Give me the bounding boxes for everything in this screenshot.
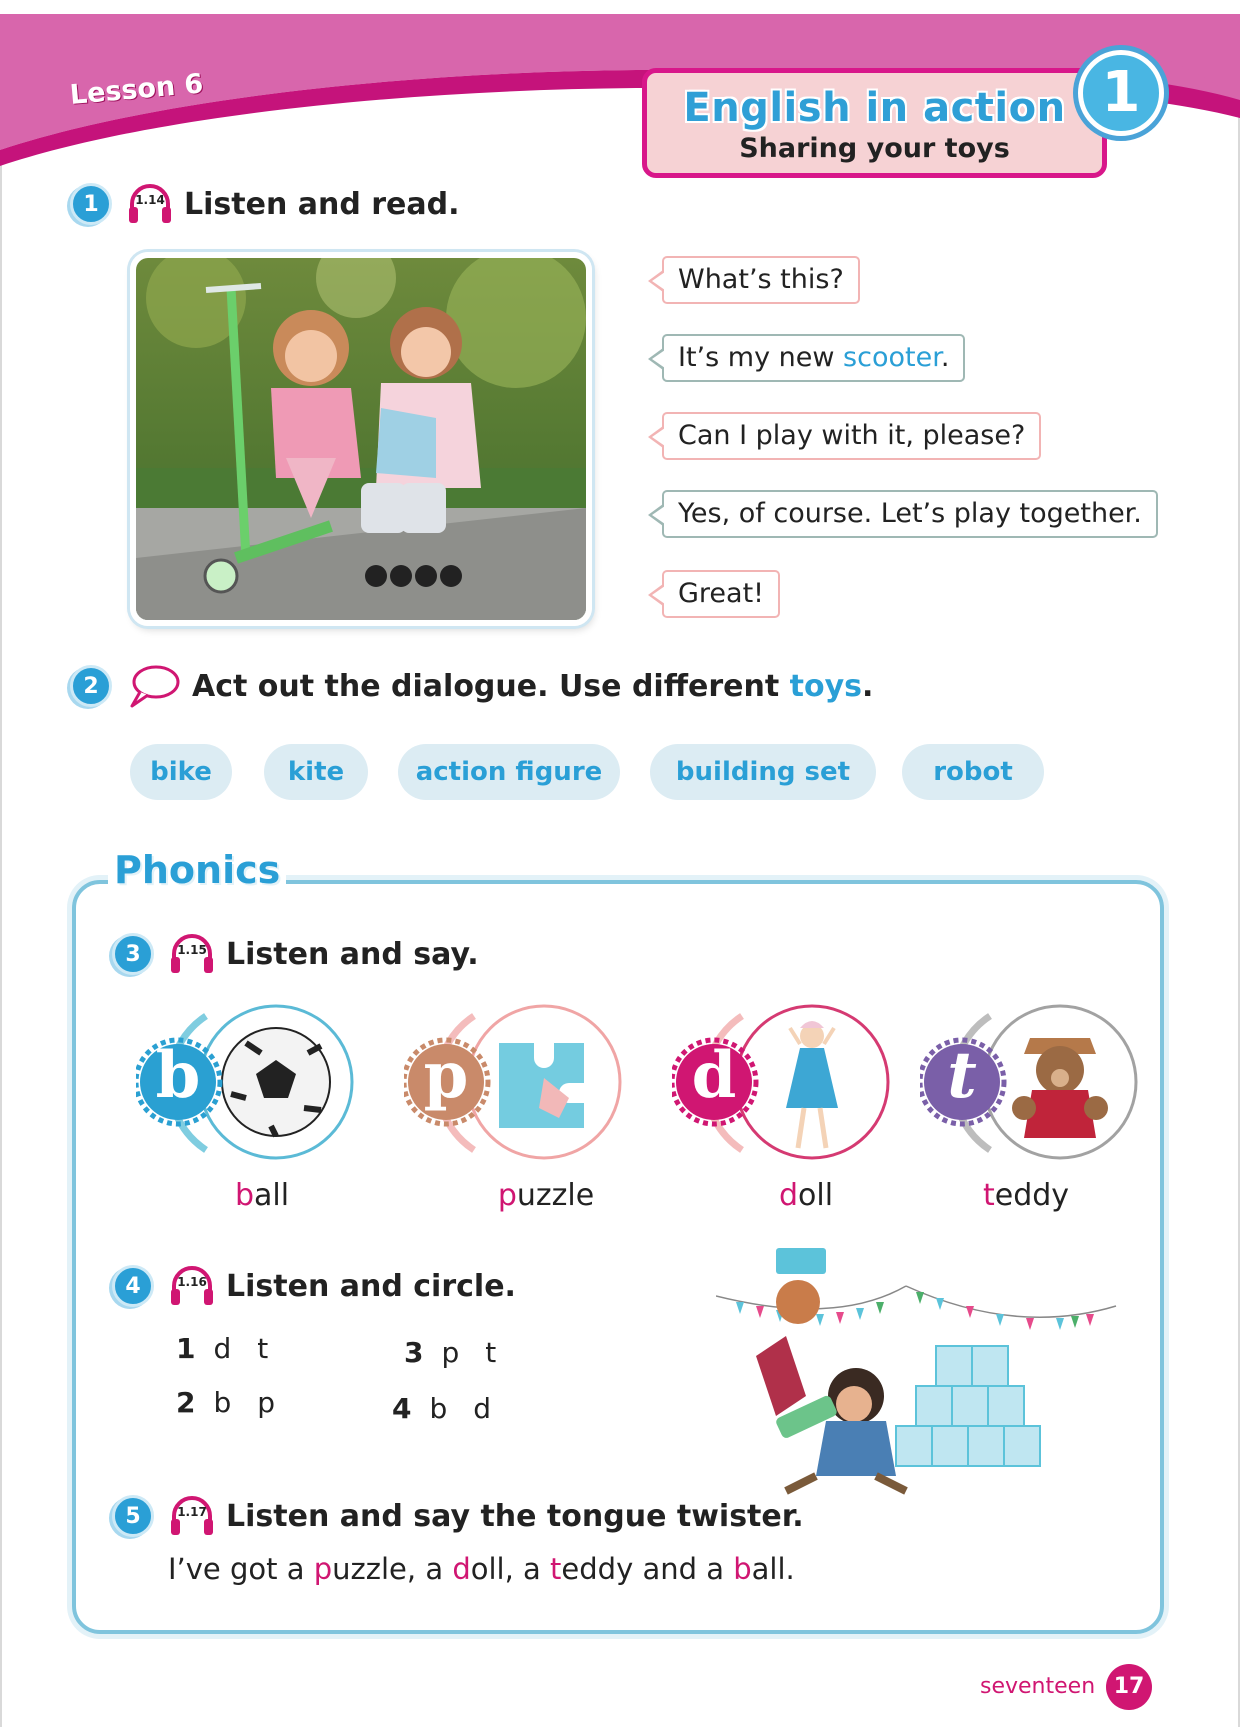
dialogue-line-3: Can I play with it, please? — [662, 412, 1041, 460]
exercise-number: 1 — [70, 183, 112, 225]
twister-text: oll, a — [470, 1552, 551, 1586]
initial-letter: p — [497, 1178, 517, 1213]
item-number: 1 — [176, 1332, 196, 1365]
audio-track-code: 1.15 — [177, 943, 207, 957]
exercise-2-heading — [70, 662, 873, 710]
phonics-item-puzzle — [404, 998, 644, 1168]
option-letter[interactable]: p — [257, 1386, 276, 1419]
highlight-letter: t — [550, 1552, 562, 1586]
initial-letter: b — [234, 1178, 254, 1213]
option-letter[interactable]: b — [213, 1386, 232, 1419]
exercise-4-heading — [112, 1262, 516, 1310]
word-chip-action-figure: action figure — [398, 744, 620, 800]
word-chip-robot: robot — [902, 744, 1044, 800]
phonics-letter: t — [947, 1038, 977, 1113]
exercise-number: 4 — [112, 1265, 154, 1307]
phonics-title: Phonics — [108, 848, 286, 892]
circle-item-1 — [176, 1332, 268, 1365]
audio-track-code: 1.16 — [177, 1275, 207, 1289]
vocabulary-word: scooter — [843, 342, 941, 373]
speech-bubble-icon — [126, 662, 182, 710]
twister-text: all. — [751, 1552, 795, 1586]
unit-title: English in action — [683, 85, 1066, 131]
word-rest: all — [253, 1178, 290, 1213]
tongue-twister — [168, 1552, 795, 1586]
option-letter[interactable]: t — [257, 1332, 269, 1365]
phonics-letter: d — [691, 1038, 737, 1113]
phonics-word-teddy — [926, 1178, 1126, 1213]
highlight-letter: p — [313, 1552, 333, 1586]
photo-girls-with-scooter — [130, 252, 592, 626]
unit-number-badge: 1 — [1078, 50, 1164, 136]
exercise-3-heading — [112, 930, 479, 978]
option-letter[interactable]: b — [429, 1392, 448, 1425]
option-letter[interactable]: d — [473, 1392, 492, 1425]
exercise-instruction: Listen and circle. — [226, 1268, 516, 1304]
twister-text: uzzle, a — [332, 1552, 453, 1586]
headphones-icon[interactable] — [168, 1262, 216, 1310]
exercise-instruction: Listen and say the tongue twister. — [226, 1498, 804, 1534]
dialogue-text: . — [940, 342, 950, 373]
twister-text: I’ve got a — [168, 1552, 314, 1586]
phonics-item-ball — [136, 998, 376, 1168]
exercise-number: 5 — [112, 1495, 154, 1537]
circle-item-3 — [404, 1336, 496, 1369]
unit-subtitle: Sharing your toys — [739, 133, 1010, 164]
exercise-instruction — [192, 669, 873, 704]
word-rest: oll — [798, 1178, 834, 1213]
headphones-icon[interactable] — [126, 180, 174, 228]
girl-with-toys-illustration — [716, 1246, 1126, 1496]
instruction-text: . — [862, 668, 874, 704]
highlight-letter: d — [452, 1552, 471, 1586]
option-letter[interactable]: t — [485, 1336, 497, 1369]
initial-letter: d — [778, 1178, 798, 1213]
phonics-letter: b — [155, 1038, 201, 1113]
phonics-item-teddy — [920, 998, 1160, 1168]
option-letter[interactable]: d — [213, 1332, 232, 1365]
dialogue-line-1: What’s this? — [662, 256, 860, 304]
exercise-number: 2 — [70, 665, 112, 707]
word-chip-kite: kite — [264, 744, 368, 800]
dialogue-line-4: Yes, of course. Let’s play together. — [662, 490, 1158, 538]
word-rest: eddy — [994, 1178, 1070, 1213]
phonics-word-doll — [706, 1178, 906, 1213]
initial-letter: t — [982, 1178, 995, 1213]
item-number: 4 — [392, 1392, 412, 1425]
highlight-letter: b — [733, 1552, 752, 1586]
page-number-word: seventeen — [980, 1674, 1096, 1699]
word-chip-building-set: building set — [650, 744, 876, 800]
circle-item-4 — [392, 1392, 491, 1425]
dialogue-line-5: Great! — [662, 570, 780, 618]
audio-track-code: 1.14 — [135, 193, 165, 207]
lesson-label: Lesson 6 — [68, 68, 205, 111]
item-number: 3 — [404, 1336, 424, 1369]
keyword: toys — [789, 668, 863, 704]
circle-item-2 — [176, 1386, 275, 1419]
exercise-instruction: Listen and say. — [226, 936, 479, 972]
twister-text: eddy and a — [561, 1552, 734, 1586]
dialogue-line-2 — [662, 334, 965, 382]
phonics-item-doll — [672, 998, 912, 1168]
unit-title-box — [642, 68, 1107, 178]
item-number: 2 — [176, 1386, 196, 1419]
phonics-word-puzzle — [446, 1178, 646, 1213]
headphones-icon[interactable] — [168, 1492, 216, 1540]
audio-track-code: 1.17 — [177, 1505, 207, 1519]
phonics-word-ball — [162, 1178, 362, 1213]
headphones-icon[interactable] — [168, 930, 216, 978]
exercise-5-heading — [112, 1492, 804, 1540]
exercise-number: 3 — [112, 933, 154, 975]
phonics-letter: p — [423, 1038, 469, 1113]
exercise-1-heading — [70, 180, 460, 228]
exercise-instruction: Listen and read. — [184, 186, 460, 222]
word-chip-bike: bike — [130, 744, 232, 800]
word-rest: uzzle — [516, 1178, 595, 1213]
page-number-badge: 17 — [1106, 1664, 1152, 1710]
instruction-text: Act out the dialogue. Use different — [192, 668, 790, 704]
dialogue-text: It’s my new — [678, 342, 844, 373]
option-letter[interactable]: p — [441, 1336, 460, 1369]
